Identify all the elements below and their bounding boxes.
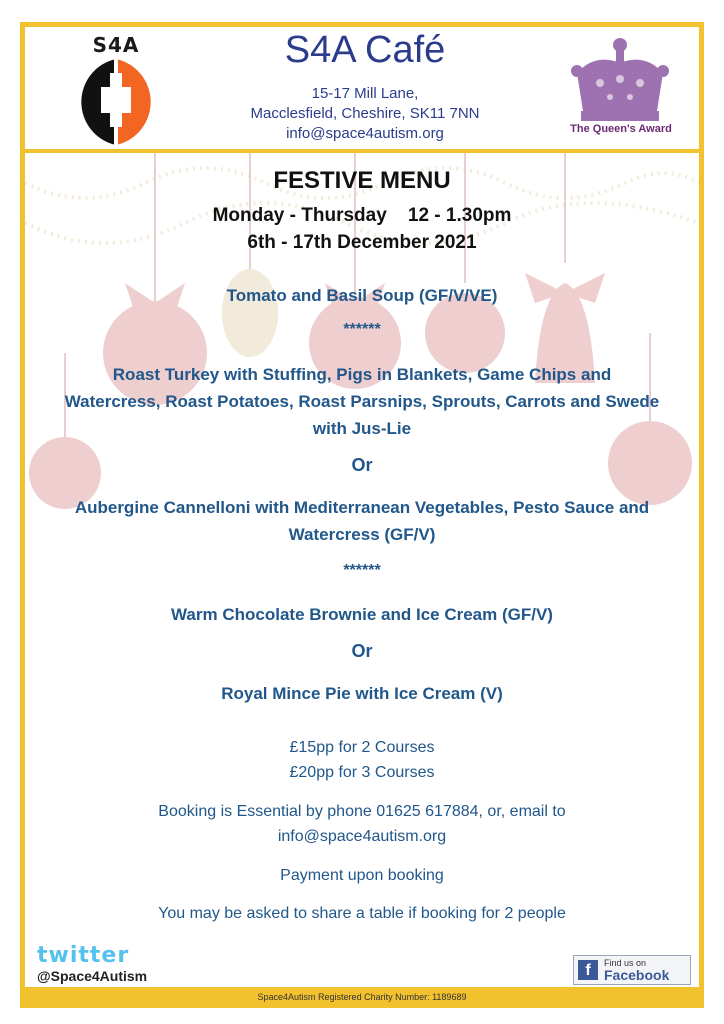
main-1-line-2: Watercress, Roast Potatoes, Roast Parsnips, Sprouts, Carrots and Swede [64, 392, 660, 411]
menu-page [20, 22, 704, 1008]
booking-email: info@space4autism.org [277, 828, 447, 845]
header-email: info@space4autism.org [286, 125, 444, 142]
price-two-courses: £15pp for 2 Courses [289, 739, 435, 756]
twitter-handle: @Space4Autism [37, 968, 148, 984]
header-divider [25, 149, 699, 153]
dessert-2: Royal Mince Pie with Ice Cream (V) [221, 684, 503, 703]
booking-line-1: Booking is Essential by phone 01625 617884, or, email to [158, 803, 566, 820]
menu-heading: FESTIVE MENU [273, 167, 451, 194]
or-divider-2: Or [351, 641, 373, 661]
twitter-link[interactable] [37, 943, 147, 984]
header [25, 27, 699, 149]
menu-dates: 6th - 17th December 2021 [247, 232, 477, 253]
main-2-line-1: Aubergine Cannelloni with Mediterranean Vegetables, Pesto Sauce and [74, 498, 650, 517]
s4a-logo [61, 33, 171, 145]
charity-footer: Space4Autism Registered Charity Number: 1189689 [25, 987, 699, 1008]
course-separator-2: ****** [343, 562, 381, 579]
main-2-line-2: Watercress (GF/V) [288, 525, 436, 544]
starter-item: Tomato and Basil Soup (GF/V/VE) [226, 286, 498, 305]
address-line-2: Macclesfield, Cheshire, SK11 7NN [250, 105, 480, 122]
main-1-line-3: with Jus-Lie [312, 419, 412, 438]
menu-days-times: Monday - Thursday 12 - 1.30pm [212, 205, 512, 226]
dessert-1: Warm Chocolate Brownie and Ice Cream (GF/V) [171, 605, 553, 624]
queens-award-label: The Queen's Award [570, 123, 672, 135]
twitter-logo-text: twitter [37, 943, 130, 968]
payment-note: Payment upon booking [280, 867, 444, 884]
facebook-icon: f [578, 960, 598, 980]
address-line-1: 15-17 Mill Lane, [311, 85, 419, 102]
facebook-find-label: Find us on [604, 958, 647, 968]
main-1-line-1: Roast Turkey with Stuffing, Pigs in Blankets, Game Chips and [112, 365, 612, 384]
course-separator-1: ****** [343, 321, 381, 338]
share-table-note: You may be asked to share a table if booking for 2 people [158, 905, 566, 922]
facebook-label: Facebook [604, 967, 670, 983]
price-three-courses: £20pp for 3 Courses [289, 764, 435, 781]
or-divider-1: Or [351, 455, 373, 475]
s4a-logo-icon [61, 33, 171, 145]
facebook-link[interactable] [573, 955, 691, 985]
logo-text: S4A [92, 33, 140, 57]
cafe-title: S4A Café [284, 29, 446, 71]
